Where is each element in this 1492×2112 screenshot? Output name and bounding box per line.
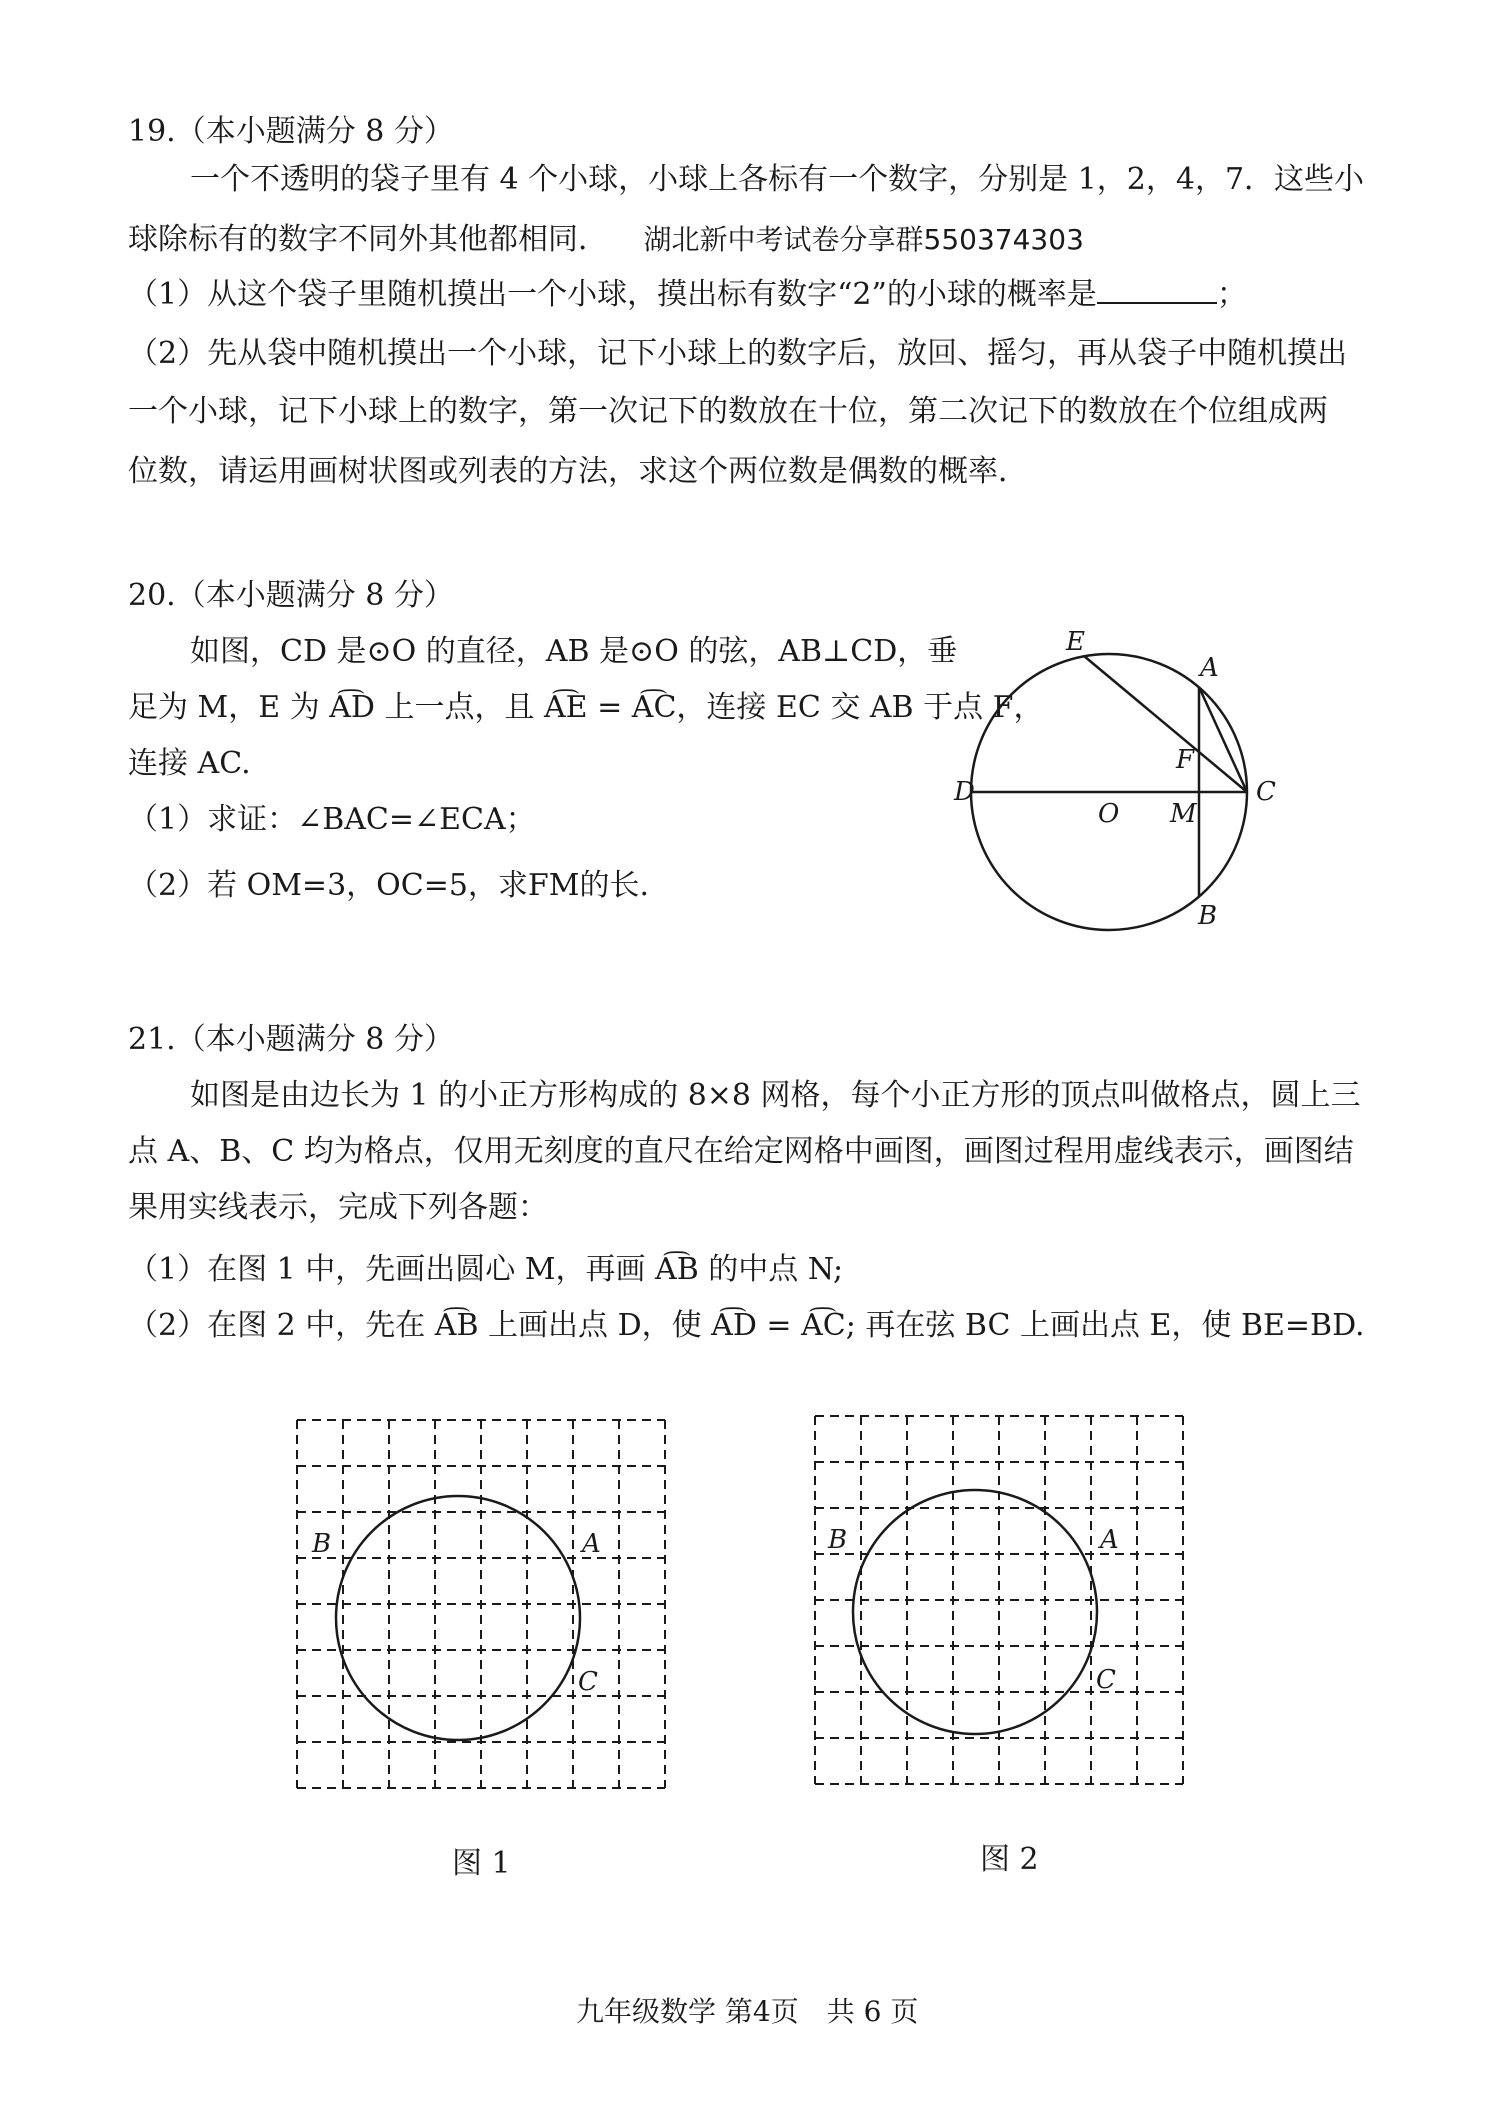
label-m: M — [1170, 799, 1197, 829]
q20-part1: （1）求证：∠BAC=∠ECA； — [128, 802, 536, 837]
q19-part2-line2: 一个小球，记下小球上的数字，第一次记下的数放在十位，第二次记下的数放在个位组成两 — [128, 394, 1328, 429]
grid-2-circle — [853, 1490, 1097, 1734]
fig1-label-a: A — [582, 1529, 601, 1559]
watermark: 湖北新中考试卷分享群550374303 — [643, 223, 1084, 256]
q20-line3: 连接 AC. — [128, 746, 251, 781]
q21-line3: 果用实线表示，完成下列各题： — [128, 1190, 548, 1225]
q21-heading: 21.（本小题满分 8 分） — [128, 1022, 454, 1057]
q21-line1: 如图是由边长为 1 的小正方形构成的 8×8 网格，每个小正方形的顶点叫做格点，圆上三 — [190, 1078, 1361, 1113]
q20-line2: 足为 M，E 为 A͡D 上一点，且 A͡E = A͡C，连接 EC 交 AB 于点 F， — [128, 690, 1044, 725]
label-a: A — [1200, 653, 1219, 683]
q20-part2: （2）若 OM=3，OC=5，求FM的长. — [128, 868, 650, 903]
q21-part2: （2）在图 2 中，先在 A͡B 上画出点 D，使 A͡D = A͡C; 再在弦 BC 上画出点 E，使 BE=BD. — [128, 1308, 1365, 1343]
q19-part2-line1: （2）先从袋中随机摸出一个小球，记下小球上的数字后，放回、摇匀，再从袋子中随机摸出 — [128, 336, 1348, 371]
label-c: C — [1256, 777, 1276, 807]
fig2-label-a: A — [1100, 1525, 1119, 1555]
q19-part2-line3: 位数，请运用画树状图或列表的方法，求这个两位数是偶数的概率． — [128, 454, 1028, 489]
q20-heading: 20.（本小题满分 8 分） — [128, 578, 454, 613]
label-d: D — [954, 777, 975, 807]
q19-part1-text: （1）从这个袋子里随机摸出一个小球，摸出标有数字“2”的小球的概率是 — [128, 277, 1097, 312]
fig1-label-b: B — [312, 1529, 332, 1559]
grid-2-lines — [815, 1416, 1183, 1784]
q19-line2-text: 球除标有的数字不同外其他都相同． — [128, 222, 608, 257]
label-b: B — [1198, 901, 1218, 931]
fig2-label-b: B — [828, 1525, 848, 1555]
label-o: O — [1098, 799, 1120, 829]
fig2-caption: 图 2 — [980, 1842, 1039, 1877]
fig1-label-c: C — [578, 1667, 598, 1697]
q19-heading: 19.（本小题满分 8 分） — [128, 114, 454, 149]
page-footer: 九年级数学 第4页 共 6 页 — [576, 1995, 919, 2028]
q21-line2: 点 A、B、C 均为格点，仅用无刻度的直尺在给定网格中画图，画图过程用虚线表示，画图结 — [128, 1134, 1354, 1169]
label-e: E — [1066, 627, 1085, 657]
fig2-label-c: C — [1096, 1665, 1116, 1695]
q19-part1-end: ； — [1216, 277, 1247, 312]
label-f: F — [1176, 745, 1195, 775]
q20-line1: 如图，CD 是⊙O 的直径，AB 是⊙O 的弦，AB⊥CD，垂 — [190, 634, 958, 669]
q19-line1: 一个不透明的袋子里有 4 个小球，小球上各标有一个数字，分别是 1，2，4，7．这些小 — [190, 162, 1365, 197]
fig1-caption: 图 1 — [452, 1846, 511, 1881]
q21-part1: （1）在图 1 中，先画出圆心 M，再画 A͡B 的中点 N; — [128, 1252, 844, 1287]
